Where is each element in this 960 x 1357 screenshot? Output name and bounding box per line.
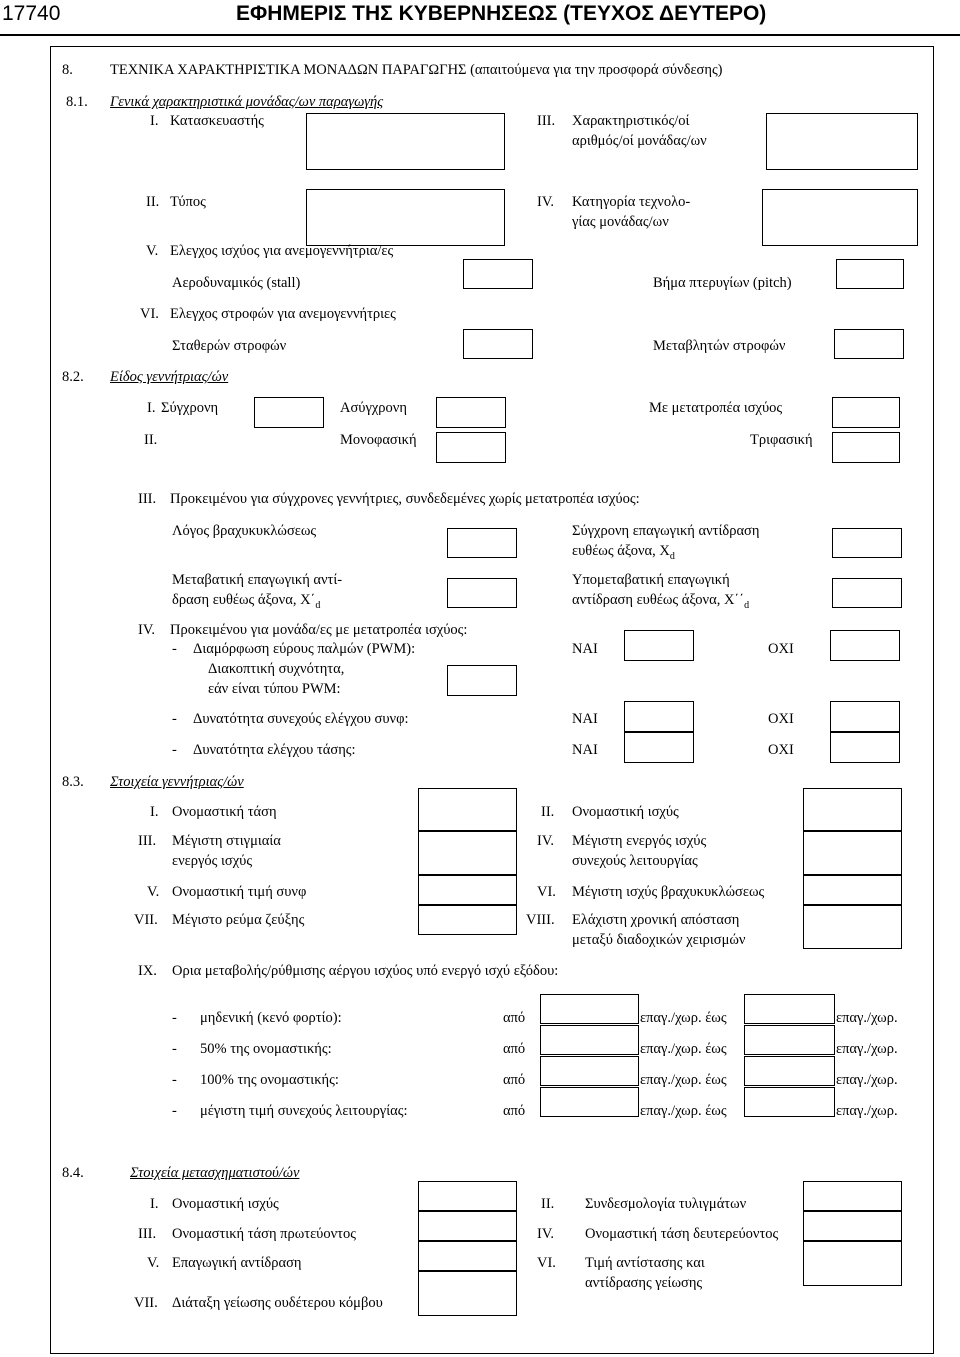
header-rule — [0, 34, 960, 36]
half-load-unit: επαγ./χωρ. — [836, 1041, 898, 1057]
pf-control-dash: - — [172, 711, 177, 727]
char-number-label-2: αριθμός/οί μονάδας/ων — [572, 133, 707, 149]
zero-load-from-label: από — [503, 1010, 526, 1026]
max-inst-power-label-1: Μέγιστη στιγμιαία — [172, 833, 281, 849]
row-dash: - — [172, 1010, 177, 1026]
reactive-limits-num: IX. — [138, 963, 157, 979]
xd-label-1: Σύγχρονη επαγωγική αντίδραση — [572, 523, 760, 539]
pwm-no-checkbox[interactable] — [830, 630, 900, 661]
grounding-impedance-label-1: Τιμή αντίστασης και — [585, 1255, 705, 1271]
section-8-2-number: 8.2. — [62, 369, 84, 385]
full-load-to-field[interactable] — [744, 1056, 835, 1086]
phase-num: II. — [144, 432, 158, 448]
max-coupling-current-field[interactable] — [418, 905, 517, 935]
variable-speed-label: Μεταβλητών στροφών — [653, 338, 786, 354]
xd-dprime-label-2: αντίδραση ευθέως άξονα, $X΄΄_d$ — [572, 592, 750, 611]
rated-voltage-field[interactable] — [418, 788, 517, 831]
grounding-impedance-label-2: αντίδρασης γείωσης — [585, 1275, 703, 1291]
rated-power-label: Ονομαστική ισχύς — [572, 804, 679, 820]
xd-dprime-label-1: Υπομεταβατική επαγωγική — [572, 572, 730, 588]
primary-voltage-num: III. — [138, 1226, 157, 1242]
winding-conn-label: Συνδεσμολογία τυλιγμάτων — [585, 1196, 747, 1212]
xd-prime-field[interactable] — [447, 578, 517, 608]
grounding-impedance-num: VI. — [537, 1255, 556, 1271]
full-load-unit: επαγ./χωρ. — [836, 1072, 898, 1088]
zero-load-from-field[interactable] — [540, 994, 639, 1024]
secondary-voltage-label: Ονομαστική τάση δευτερεύοντος — [585, 1226, 779, 1242]
full-load-from-field[interactable] — [540, 1056, 639, 1086]
row-dash: - — [172, 1072, 177, 1088]
half-load-from-label: από — [503, 1041, 526, 1057]
rated-pf-num: V. — [147, 884, 160, 900]
single-phase-checkbox[interactable] — [436, 432, 506, 463]
max-cont-power-label-1: Μέγιστη ενεργός ισχύς — [572, 833, 707, 849]
switching-freq-label-2: εάν είναι τύπου PWM: — [208, 681, 341, 697]
tx-rated-power-field[interactable] — [418, 1181, 517, 1211]
voltage-control-dash: - — [172, 742, 177, 758]
stall-label: Αεροδυναμικός (stall) — [172, 275, 301, 291]
rated-pf-field[interactable] — [418, 875, 517, 905]
voltage-control-yes-label: ΝΑΙ — [572, 742, 598, 758]
max-sc-power-field[interactable] — [803, 875, 902, 905]
rated-voltage-num: I. — [150, 804, 159, 820]
half-load-to-label: επαγ./χωρ. έως — [640, 1041, 727, 1057]
tx-rated-power-label: Ονομαστική ισχύς — [172, 1196, 279, 1212]
asynchronous-label: Ασύγχρονη — [340, 400, 407, 416]
three-phase-checkbox[interactable] — [832, 432, 900, 463]
min-switching-interval-label-2: μεταξύ διαδοχικών χειρισμών — [572, 932, 746, 948]
pwm-no-label: ΟΧΙ — [768, 641, 794, 657]
max-cont-from-field[interactable] — [540, 1087, 639, 1117]
half-load-to-field[interactable] — [744, 1025, 835, 1055]
primary-voltage-label: Ονομαστική τάση πρωτεύοντος — [172, 1226, 356, 1242]
section-8-3-title: Στοιχεία γεννήτριας/ών — [110, 774, 244, 790]
voltage-control-yes-checkbox[interactable] — [624, 732, 694, 763]
section-8-4-number: 8.4. — [62, 1165, 84, 1181]
switching-freq-label-1: Διακοπτική συχνότητα, — [208, 661, 345, 677]
max-cont-to-label: επαγ./χωρ. έως — [640, 1103, 727, 1119]
winding-conn-num: II. — [541, 1196, 555, 1212]
zero-load-label: μηδενική (κενό φορτίο): — [200, 1010, 342, 1026]
type-num: II. — [146, 194, 160, 210]
tech-category-field[interactable] — [762, 189, 918, 246]
secondary-voltage-num: IV. — [537, 1226, 555, 1242]
manufacturer-field[interactable] — [306, 113, 505, 170]
tech-category-label-1: Κατηγορία τεχνολο- — [572, 194, 691, 210]
reactive-limits-label: Ορια μεταβολής/ρύθμισης αέργου ισχύος υπό ενεργό ισχύ εξόδου: — [172, 963, 559, 979]
voltage-control-no-label: ΟΧΙ — [768, 742, 794, 758]
sync-params-num: III. — [138, 491, 157, 507]
converter-label: Με μετατροπέα ισχύος — [649, 400, 783, 416]
max-cont-from-label: από — [503, 1103, 526, 1119]
switching-freq-field[interactable] — [447, 665, 517, 696]
section-8-number: 8. — [62, 62, 73, 78]
zero-load-to-field[interactable] — [744, 994, 835, 1024]
neutral-grounding-num: VII. — [134, 1295, 158, 1311]
section-8-4-title: Στοιχεία μετασχηματιστού/ών — [130, 1165, 300, 1181]
winding-conn-field[interactable] — [803, 1181, 902, 1211]
min-switching-interval-label-1: Ελάχιστη χρονική απόσταση — [572, 912, 740, 928]
rated-voltage-label: Ονομαστική τάση — [172, 804, 277, 820]
tx-reactance-field[interactable] — [418, 1241, 517, 1271]
row-dash: - — [172, 1103, 177, 1119]
tx-reactance-num: V. — [147, 1255, 160, 1271]
rated-pf-label: Ονομαστική τιμή συνφ — [172, 884, 307, 900]
manufacturer-num: I. — [150, 113, 159, 129]
fixed-speed-checkbox[interactable] — [463, 329, 533, 359]
rated-power-num: II. — [541, 804, 555, 820]
half-load-label: 50% της ονομαστικής: — [200, 1041, 332, 1057]
three-phase-label: Τριφασική — [750, 432, 813, 448]
gen-kind-num: I. — [147, 400, 156, 416]
full-load-label: 100% της ονομαστικής: — [200, 1072, 339, 1088]
min-switching-interval-num: VIII. — [526, 912, 555, 928]
tx-rated-power-num: I. — [150, 1196, 159, 1212]
max-cont-label: μέγιστη τιμή συνεχούς λειτουργίας: — [200, 1103, 408, 1119]
pitch-label: Βήμα πτερυγίων (pitch) — [653, 275, 792, 291]
voltage-control-label: Δυνατότητα ελέγχου τάσης: — [193, 742, 356, 758]
stall-checkbox[interactable] — [463, 259, 533, 289]
power-control-label: Ελεγχος ισχύος για ανεμογεννήτρια/ες — [170, 243, 394, 259]
min-switching-interval-field[interactable] — [803, 905, 902, 949]
manufacturer-label: Κατασκευαστής — [170, 113, 264, 129]
row-dash: - — [172, 1041, 177, 1057]
secondary-voltage-field[interactable] — [803, 1211, 902, 1241]
xd-dprime-field[interactable] — [832, 578, 902, 608]
max-cont-unit: επαγ./χωρ. — [836, 1103, 898, 1119]
section-8-3-number: 8.3. — [62, 774, 84, 790]
synchronous-label: Σύγχρονη — [161, 400, 219, 416]
variable-speed-checkbox[interactable] — [834, 329, 904, 359]
max-coupling-current-label: Μέγιστο ρεύμα ζεύξης — [172, 912, 305, 928]
short-circuit-ratio-field[interactable] — [447, 528, 517, 558]
section-8-title: ΤΕΧΝΙΚΑ ΧΑΡΑΚΤΗΡΙΣΤΙΚΑ ΜΟΝΑΔΩΝ ΠΑΡΑΓΩΓΗΣ (απαιτούμενα για την προσφορά σύνδεσης) — [110, 62, 723, 78]
page-number: 17740 — [2, 2, 61, 25]
pf-control-no-label: ΟΧΙ — [768, 711, 794, 727]
pwm-label: Διαμόρφωση εύρους παλμών (PWM): — [193, 641, 416, 657]
xd-label-2: ευθέως άξονα, $X_d$ — [572, 543, 675, 562]
xd-field[interactable] — [832, 528, 902, 558]
max-cont-power-label-2: συνεχούς λειτουργίας — [572, 853, 698, 869]
neutral-grounding-field[interactable] — [418, 1271, 517, 1316]
voltage-control-no-checkbox[interactable] — [830, 732, 900, 763]
full-load-to-label: επαγ./χωρ. έως — [640, 1072, 727, 1088]
converter-params-num: IV. — [138, 622, 156, 638]
type-field[interactable] — [306, 189, 505, 246]
rated-power-field[interactable] — [803, 788, 902, 831]
max-cont-power-field[interactable] — [803, 831, 902, 875]
primary-voltage-field[interactable] — [418, 1211, 517, 1241]
speed-control-label: Ελεγχος στροφών για ανεμογεννήτριες — [170, 306, 396, 322]
neutral-grounding-label: Διάταξη γείωσης ουδέτερου κόμβου — [172, 1295, 383, 1311]
sync-params-label: Προκειμένου για σύγχρονες γεννήτριες, συνδεδεμένες χωρίς μετατροπέα ισχύος: — [170, 491, 640, 507]
type-label: Τύπος — [170, 194, 206, 210]
short-circuit-ratio-label: Λόγος βραχυκυκλώσεως — [172, 523, 317, 539]
tx-reactance-label: Επαγωγική αντίδραση — [172, 1255, 302, 1271]
max-inst-power-num: III. — [138, 833, 157, 849]
grounding-impedance-field[interactable] — [803, 1241, 902, 1286]
asynchronous-checkbox[interactable] — [436, 397, 506, 428]
power-control-num: V. — [146, 243, 159, 259]
full-load-from-label: από — [503, 1072, 526, 1088]
tech-category-num: IV. — [537, 194, 555, 210]
pf-control-yes-checkbox[interactable] — [624, 701, 694, 732]
max-coupling-current-num: VII. — [134, 912, 158, 928]
single-phase-label: Μονοφασική — [340, 432, 417, 448]
max-sc-power-label: Μέγιστη ισχύς βραχυκυκλώσεως — [572, 884, 765, 900]
pf-control-no-checkbox[interactable] — [830, 701, 900, 732]
char-number-field[interactable] — [766, 113, 918, 170]
synchronous-checkbox[interactable] — [254, 397, 324, 428]
zero-load-unit: επαγ./χωρ. — [836, 1010, 898, 1026]
fixed-speed-label: Σταθερών στροφών — [172, 338, 287, 354]
pwm-dash: - — [172, 641, 177, 657]
max-sc-power-num: VI. — [537, 884, 556, 900]
section-8-1-number: 8.1. — [66, 94, 88, 110]
gazette-title: ΕΦΗΜΕΡΙΣ ΤΗΣ ΚΥΒΕΡΝΗΣΕΩΣ (ΤΕΥΧΟΣ ΔΕΥΤΕΡΟ) — [236, 2, 767, 25]
char-number-num: III. — [537, 113, 556, 129]
section-8-1-title: Γενικά χαρακτηριστικά μονάδας/ων παραγωγής — [110, 94, 384, 110]
xd-prime-label-2: δραση ευθέως άξονα, $X΄_d$ — [172, 592, 321, 611]
section-8-2-title: Είδος γεννήτριας/ών — [110, 369, 229, 385]
half-load-from-field[interactable] — [540, 1025, 639, 1055]
max-cont-power-num: IV. — [537, 833, 555, 849]
pitch-checkbox[interactable] — [836, 259, 904, 289]
char-number-label-1: Χαρακτηριστικός/οί — [572, 113, 690, 129]
speed-control-num: VI. — [140, 306, 159, 322]
pf-control-label: Δυνατότητα συνεχούς ελέγχου συνφ: — [193, 711, 409, 727]
converter-params-label: Προκειμένου για μονάδα/ες με μετατροπέα ισχύος: — [170, 622, 468, 638]
pf-control-yes-label: ΝΑΙ — [572, 711, 598, 727]
max-cont-to-field[interactable] — [744, 1087, 835, 1117]
xd-prime-label-1: Μεταβατική επαγωγική αντί- — [172, 572, 343, 588]
zero-load-to-label: επαγ./χωρ. έως — [640, 1010, 727, 1026]
max-inst-power-field[interactable] — [418, 831, 517, 875]
pwm-yes-checkbox[interactable] — [624, 630, 694, 661]
converter-checkbox[interactable] — [832, 397, 900, 428]
max-inst-power-label-2: ενεργός ισχύς — [172, 853, 253, 869]
pwm-yes-label: ΝΑΙ — [572, 641, 598, 657]
tech-category-label-2: γίας μονάδας/ων — [572, 214, 669, 230]
